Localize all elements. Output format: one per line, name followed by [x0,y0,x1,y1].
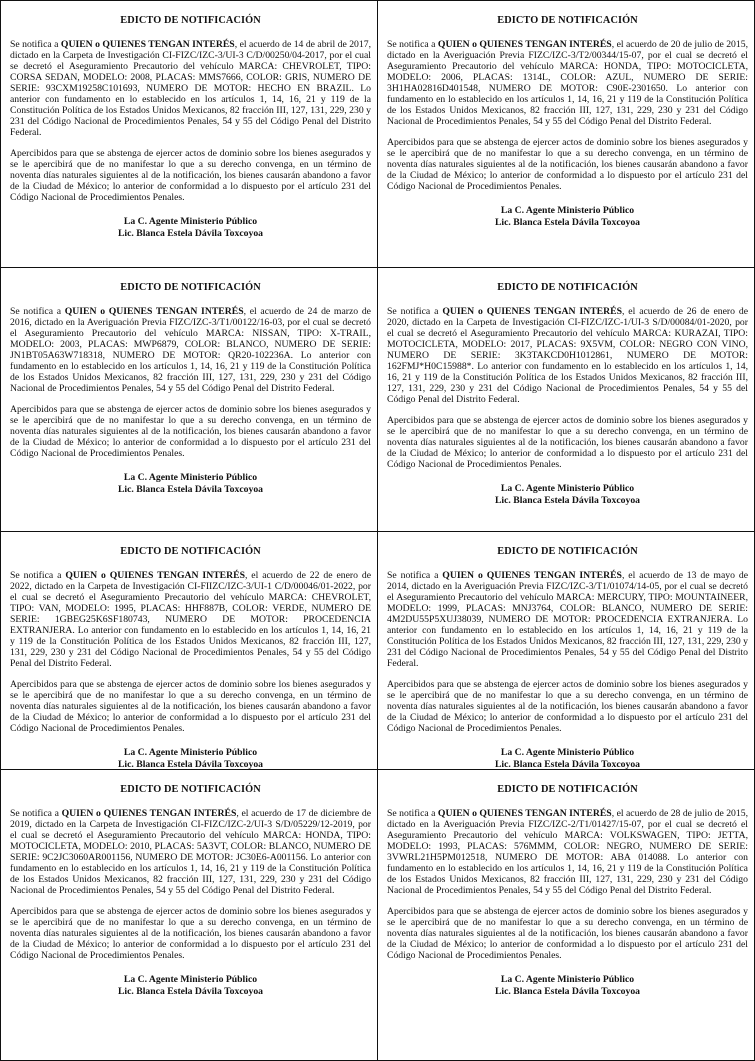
edict-notice [1,268,378,532]
edict-warning: Apercibidos para que se abstenga de ejercer actos de dominio sobre los bienes asegurados y se le apercibirá que de no manifestar lo que a su derecho convenga, en un término de noventa días naturales siguientes al de la notificación, los bienes causarán abandono a favor de la Ciudad de México; lo anterior de conformidad a lo dispuesto por el artículo 231 del Código Nacional de Procedimientos Penales. [10,906,371,961]
edict-lead: Se notifica a [387,808,438,819]
edict-addressee: QUIEN o QUIENES TENGAN INTERÉS [65,570,245,581]
edict-warning: Apercibidos para que se abstenga de ejercer actos de dominio sobre los bienes asegurados y se le apercibirá que de no manifestar lo que a su derecho convenga, en un término de noventa días naturales siguientes al de la notificación, los bienes causarán abandono a favor de la Ciudad de México; lo anterior de conformidad a lo dispuesto por el artículo 231 del Código Nacional de Procedimientos Penales. [10,404,371,459]
edict-notice [378,532,754,770]
edict-title: EDICTO DE NOTIFICACIÓN [497,784,638,795]
edict-warning: Apercibidos para que se abstenga de ejercer actos de dominio sobre los bienes asegurados y se le apercibirá que de no manifestar lo que a su derecho convenga, en un término de noventa días naturales siguientes al de la notificación, los bienes causarán abandono a favor de la Ciudad de México; lo anterior de conformidad a lo dispuesto por el artículo 231 del Código Nacional de Procedimientos Penales. [387,906,748,961]
edict-body [10,306,371,394]
edict-body-text: , el acuerdo de 20 de julio de 2015, dictado en la Averiguación Previa FIZC/IZC-3/T2/00344/15-07, por el cual se decretó el Aseguramiento Precautorio del vehículo MARCA: HONDA, TIPO: MOTOCICLETA, MODELO: 2006, PLACAS: 1314L, COLOR: AZUL, NUMERO DE SERIE: 3H1HA02816D401548, NUMERO DE MOTOR: C90E-2301650. Lo anterior con fundamento en lo establecido en los artículos 1, 14, 16, 21 y 119 de la Constitución Política de los Estados Unidos Mexicanos, 82 fracción III, 127, 131, 229, 230 y 231 del Código Nacional de Procedimientos Penales, 54 y 55 del Código Penal del Distrito Federal. [387,39,748,127]
signer-name: Lic. Blanca Estela Dávila Toxcoyoa [494,759,641,770]
edict-addressee: QUIEN o QUIENES TENGAN INTERÉS [437,808,612,819]
edict-addressee: QUIEN o QUIENES TENGAN INTERÉS [442,570,622,581]
edict-addressee: QUIEN o QUIENES TENGAN INTERÉS [60,39,235,50]
edict-notice [378,268,754,532]
edict-title: EDICTO DE NOTIFICACIÓN [120,784,261,795]
signer-role: La C. Agente Ministerio Público [123,216,258,227]
edict-lead: Se notifica a [10,808,62,819]
edict-signature [10,747,371,770]
edict-addressee: QUIEN o QUIENES TENGAN INTERÉS [61,808,237,819]
edict-notice [1,532,378,770]
signer-name: Lic. Blanca Estela Dávila Toxcoyoa [117,986,264,997]
signer-role: La C. Agente Ministerio Público [123,472,258,483]
edict-notice [378,1,754,268]
edict-notice [1,770,378,1060]
signer-role: La C. Agente Ministerio Público [500,205,635,216]
edict-warning: Apercibidos para que se abstenga de ejercer actos de dominio sobre los bienes asegurados y se le apercibirá que de no manifestar lo que a su derecho convenga, en un término de noventa días naturales siguientes al de la notificación, los bienes causarán abandono a favor de la Ciudad de México; lo anterior de conformidad a lo dispuesto por el artículo 231 del Código Nacional de Procedimientos Penales. [387,679,748,734]
signer-name: Lic. Blanca Estela Dávila Toxcoyoa [117,228,264,239]
edict-body-text: , el acuerdo de 17 de diciembre de 2019, dictado en la Carpeta de Investigación CI-FIZC/IZC-2/UI-3 S/D/05229/12-2019, por el cual se decretó el Aseguramiento Precautorio del vehículo MARCA: HONDA, TIPO: MOTOCICLETA, MODELO: 2010, PLACAS: 5A3VT, COLOR: BLANCO, NUMERO DE SERIE: 9C2JC3060AR001156, NUMERO DE MOTOR: JC30E6-A001156. Lo anterior con fundamento en lo establecido en los artículos 1, 14, 16, 21 y 119 de la Constitución Política de los Estados Unidos Mexicanos, 82 fracción III, 127, 131, 229, 230 y 231 del Código Nacional de Procedimientos Penales, 54 y 55 del Código Penal del Distrito Federal. [10,808,372,896]
edict-warning: Apercibidos para que se abstenga de ejercer actos de dominio sobre los bienes asegurados y se le apercibirá que de no manifestar lo que a su derecho convenga, en un término de noventa días naturales siguientes al de la notificación, los bienes causarán abandono a favor de la Ciudad de México; lo anterior de conformidad a lo dispuesto por el artículo 231 del Código Nacional de Procedimientos Penales. [10,148,371,203]
edict-body [10,570,371,669]
edict-signature [10,974,371,998]
edict-title: EDICTO DE NOTIFICACIÓN [120,546,261,557]
edict-body-text: , el acuerdo de 26 de enero de 2020, dictado en la Carpeta de Investigación CI-FIZC/IZC-1/UI-3 S/D/00084/01-2020, por el cual se decretó el Aseguramiento Precautorio del vehículo MARCA: KURAZAI, TIPO: MOTOCICLETA, MODELO: 2017, PLACAS: 9X5VM, COLOR: NEGRO CON VINO, NUMERO DE SERIE: 3K3TAKCD0H1012861, NUMERO DE MOTOR: 162FMJ*H0C15988*. Lo anterior con fundamento en lo establecido en los artículos 1, 14, 16, 21 y 119 de la Constitución Política de los Estados Unidos Mexicanos, 82 fracción III, 127, 131, 229, 230 y 231 del Código Nacional de Procedimientos Penales, 54 y 55 del Código Penal del Distrito Federal. [387,306,749,405]
signer-name: Lic. Blanca Estela Dávila Toxcoyoa [494,986,641,997]
edict-lead: Se notifica a [10,39,61,50]
edict-title: EDICTO DE NOTIFICACIÓN [120,282,261,293]
signer-role: La C. Agente Ministerio Público [500,483,635,494]
edict-signature [10,472,371,496]
edict-warning: Apercibidos para que se abstenga de ejercer actos de dominio sobre los bienes asegurados y se le apercibirá que de no manifestar lo que a su derecho convenga, en un término de noventa días naturales siguientes al de la notificación, los bienes causarán abandono a favor de la Ciudad de México; lo anterior de conformidad a lo dispuesto por el artículo 231 del Código Nacional de Procedimientos Penales. [10,679,371,734]
edict-body [10,808,371,896]
edict-body [387,808,748,896]
edict-title: EDICTO DE NOTIFICACIÓN [120,15,261,26]
edict-body [10,39,371,138]
edict-title: EDICTO DE NOTIFICACIÓN [497,282,638,293]
edict-body [387,306,748,405]
edict-addressee: QUIEN o QUIENES TENGAN INTERÉS [437,39,612,50]
signer-name: Lic. Blanca Estela Dávila Toxcoyoa [117,759,264,770]
edict-signature [387,483,748,507]
signer-role: La C. Agente Ministerio Público [123,747,258,758]
edict-body-text: , el acuerdo de 14 de abril de 2017, dictado en la Carpeta de Investigación CI-FIZC/IZC-3/UI-3 C/D/00250/04-2017, por el cual se decretó el Aseguramiento Precautorio del vehículo MARCA: CHEVROLET, TIPO: CORSA SEDAN, MODELO: 2008, PLACAS: MMS7666, COLOR: GRIS, NUMERO DE SERIE: 93CXM19258C101693, NUMERO DE MOTOR: HECHO EN BRAZIL. Lo anterior con fundamento en lo establecido en los artículos 1, 14, 16, 21 y 119 de la Constitución Política de los Estados Unidos Mexicanos, 82 fracción III, 127, 131, 229, 230 y 231 del Código Nacional de Procedimientos Penales, 54 y 55 del Código Penal del Distrito Federal. [10,39,371,138]
edict-lead: Se notifica a [387,306,443,317]
edict-body-text: , el acuerdo de 28 de julio de 2015, dictado en la Averiguación Previa FIZC/IZC-2/T1/01427/15-07, por el cual se decretó el Aseguramiento Precautorio del vehículo MARCA: VOLKSWAGEN, TIPO: JETTA, MODELO: 1993, PLACAS: 576MMM, COLOR: NEGRO, NUMERO DE SERIE: 3VWRL21H5PM012518, NUMERO DE MOTOR: ABA 014088. Lo anterior con fundamento en lo establecido en los artículos 1, 14, 16, 21 y 119 de la Constitución Política de los Estados Unidos Mexicanos, 82 fracción III, 127, 131, 229, 230 y 231 del Código Nacional de Procedimientos Penales, 54 y 55 del Código Penal del Distrito Federal. [387,808,748,896]
signer-role: La C. Agente Ministerio Público [500,974,635,985]
signer-name: Lic. Blanca Estela Dávila Toxcoyoa [117,484,264,495]
edict-signature [387,747,748,770]
edict-body [387,39,748,127]
edict-notice [378,770,754,1060]
edict-addressee: QUIEN o QUIENES TENGAN INTERÉS [64,306,244,317]
edict-signature [10,216,371,240]
edict-addressee: QUIEN o QUIENES TENGAN INTERÉS [442,306,622,317]
signer-role: La C. Agente Ministerio Público [123,974,258,985]
edict-body [387,570,748,669]
edict-body-text: , el acuerdo de 24 de marzo de 2016, dictado en la Averiguación Previa FIZC/IZC-3/T1/00122/16-03, por el cual se decretó el Aseguramiento Precautorio del vehículo MARCA: NISSAN, TIPO: X-TRAIL, MODELO: 2003, PLACAS: MWP6879, COLOR: BLANCO, NUMERO DE SERIE: JN1BT05A63W718318, NUMERO DE MOTOR: QR20-102236A. Lo anterior con fundamento en lo establecido en los artículos 1, 14, 16, 21 y 119 de la Constitución Política de los Estados Unidos Mexicanos, 82 fracción III, 127, 131, 229, 230 y 231 del Código Nacional de Procedimientos Penales, 54 y 55 del Código Penal del Distrito Federal. [10,306,371,394]
edict-lead: Se notifica a [10,306,65,317]
edict-title: EDICTO DE NOTIFICACIÓN [497,546,638,557]
edict-title: EDICTO DE NOTIFICACIÓN [497,15,638,26]
edict-body-text: , el acuerdo de 22 de enero de 2022, dictado en la Carpeta de Investigación CI-FIIZC/IZC-3/UI-1 C/D/00046/01-2022, por el cual se decretó el Aseguramiento Precautorio del vehículo MARCA: CHEVROLET, TIPO: VAN, MODELO: 1995, PLACAS: HHF887B, COLOR: VERDE, NUMERO DE SERIE: 1GBEG25K6SF180743, NUMERO DE MOTOR: PROCEDENCIA EXTRANJERA. Lo anterior con fundamento en lo establecido en los artículos 1, 14, 16, 21 y 119 de la Constitución Política de los Estados Unidos Mexicanos, 82 fracción III, 127, 131, 229, 230 y 231 del Código Nacional de Procedimientos Penales, 54 y 55 del Código Penal del Distrito Federal. [10,570,372,669]
edict-body-text: , el acuerdo de 13 de mayo de 2014, dictado en la Averiguación Previa FIZC/IZC-3/T1/01074/14-05, por el cual se decretó el Aseguramiento Precautorio del vehículo MARCA: MERCURY, TIPO: MOUNTAINEER, MODELO: 1999, PLACAS: MNJ3764, COLOR: BLANCO, NUMERO DE SERIE: 4M2DU55P5XUJ38039, NUMERO DE MOTOR: PROCEDENCIA EXTRANJERA. Lo anterior con fundamento en lo establecido en los artículos 1, 14, 16, 21 y 119 de la Constitución Política de los Estados Unidos Mexicanos, 82 fracción III, 127, 131, 229, 230 y 231 del Código Nacional de Procedimientos Penales, 54 y 55 del Código Penal del Distrito Federal. [387,570,748,669]
edict-signature [387,205,748,229]
signer-name: Lic. Blanca Estela Dávila Toxcoyoa [494,495,641,506]
edict-warning: Apercibidos para que se abstenga de ejercer actos de dominio sobre los bienes asegurados y se le apercibirá que de no manifestar lo que a su derecho convenga, en un término de noventa días naturales siguientes al de la notificación, los bienes causarán abandono a favor de la Ciudad de México; lo anterior de conformidad a lo dispuesto por el artículo 231 del Código Nacional de Procedimientos Penales. [387,137,748,192]
signer-name: Lic. Blanca Estela Dávila Toxcoyoa [494,217,641,228]
edict-warning: Apercibidos para que se abstenga de ejercer actos de dominio sobre los bienes asegurados y se le apercibirá que de no manifestar lo que a su derecho convenga, en un término de noventa días naturales siguientes al de la notificación, los bienes causarán abandono a favor de la Ciudad de México; lo anterior de conformidad a lo dispuesto por el artículo 231 del Código Nacional de Procedimientos Penales. [387,415,748,470]
edict-notice [1,1,378,268]
edict-lead: Se notifica a [387,39,438,50]
edict-signature [387,974,748,998]
edict-lead: Se notifica a [10,570,66,581]
signer-role: La C. Agente Ministerio Público [500,747,635,758]
edict-lead: Se notifica a [387,570,443,581]
